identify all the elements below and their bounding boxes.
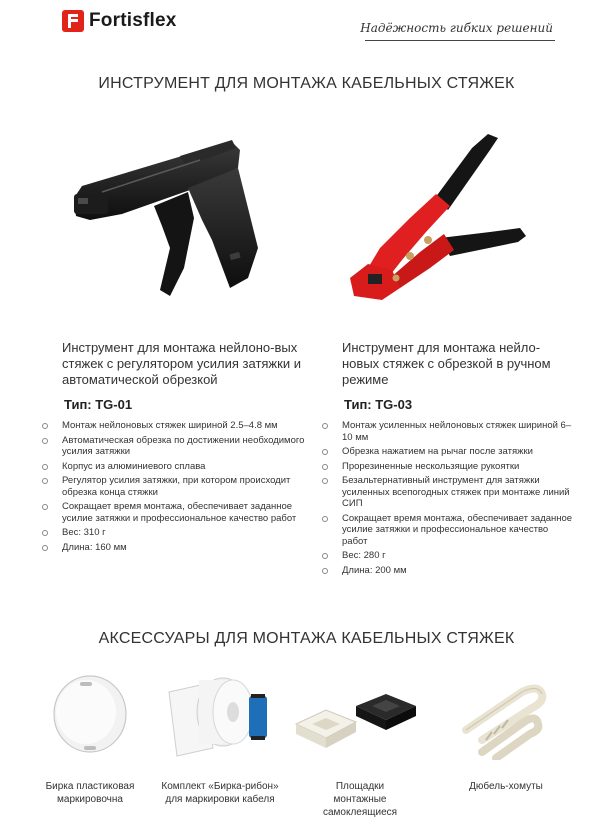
mounting-pads-icon <box>292 686 422 758</box>
brand-logo-icon <box>62 10 84 32</box>
spec-item: Безальтернативный инструмент для затяжки усиленных всепогодных стяжек при монтаже линий СИП <box>320 475 574 510</box>
section-title-tools: ИНСТРУМЕНТ ДЛЯ МОНТАЖА КАБЕЛЬНЫХ СТЯЖЕК <box>98 75 515 92</box>
section-title-accessories: АКСЕССУАРЫ ДЛЯ МОНТАЖА КАБЕЛЬНЫХ СТЯЖЕК <box>98 630 515 647</box>
header-divider <box>365 40 555 41</box>
spec-item: Длина: 160 мм <box>40 542 307 554</box>
spec-item: Длина: 200 мм <box>320 565 574 577</box>
product-type: Тип: TG-03 <box>344 397 413 412</box>
product-description: Инструмент для монтажа нейлоно-вых стяжек с регулятором усилия затяжки и автоматической обрезкой <box>62 340 301 387</box>
header <box>0 0 613 48</box>
dowel-clamps-icon <box>452 670 552 760</box>
cable-tie-gun-black-icon <box>62 128 282 308</box>
spec-item: Вес: 280 г <box>320 550 574 562</box>
product-tg-01 <box>62 340 307 556</box>
brand-logo <box>62 10 177 32</box>
round-tag-icon <box>42 668 138 758</box>
spec-list <box>40 420 307 553</box>
accessory-tag-label: Бирка пластиковая маркировочна <box>45 781 135 805</box>
label-roll-icon <box>165 668 275 760</box>
spec-item: Обрезка нажатием на рычаг после затяжки <box>320 446 574 458</box>
spec-item: Вес: 310 г <box>40 527 307 539</box>
product-type: Тип: TG-01 <box>64 397 133 412</box>
accessory-pads-label: Площадки монтажные самоклеящиеся <box>322 781 398 818</box>
spec-item: Корпус из алюминиевого сплава <box>40 461 307 473</box>
spec-item: Регулятор усилия затяжки, при котором происходит обрезка конца стяжки <box>40 475 307 498</box>
brand-name: Fortisflex <box>89 10 177 31</box>
spec-item: Сокращает время монтажа, обеспечивает заданное усилие затяжки и профессиональное качество работ <box>40 501 307 524</box>
product-description: Инструмент для монтажа нейло-новых стяжек с обрезкой в ручном режиме <box>342 340 551 387</box>
spec-item: Сокращает время монтажа, обеспечивает заданное усилие затяжки и профессиональное качество работ <box>320 513 574 548</box>
product-tg-03 <box>342 340 574 579</box>
spec-item: Прорезиненные нескользящие рукоятки <box>320 461 574 473</box>
accessory-dowel-label: Дюбель-хомуты <box>469 781 543 792</box>
cable-tie-pliers-red-icon <box>340 128 530 308</box>
tagline: Надёжность гибких решений <box>360 21 553 35</box>
accessory-ribbon-kit-label: Комплект «Бирка-рибон» для маркировки кабеля <box>161 781 279 805</box>
spec-item: Автоматическая обрезка по достижении необходимого усилия затяжки <box>40 435 307 458</box>
spec-item: Монтаж нейлоновых стяжек шириной 2.5–4.8 мм <box>40 420 307 432</box>
spec-item: Монтаж усиленных нейлоновых стяжек шириной 6–10 мм <box>320 420 574 443</box>
spec-list <box>320 420 574 576</box>
